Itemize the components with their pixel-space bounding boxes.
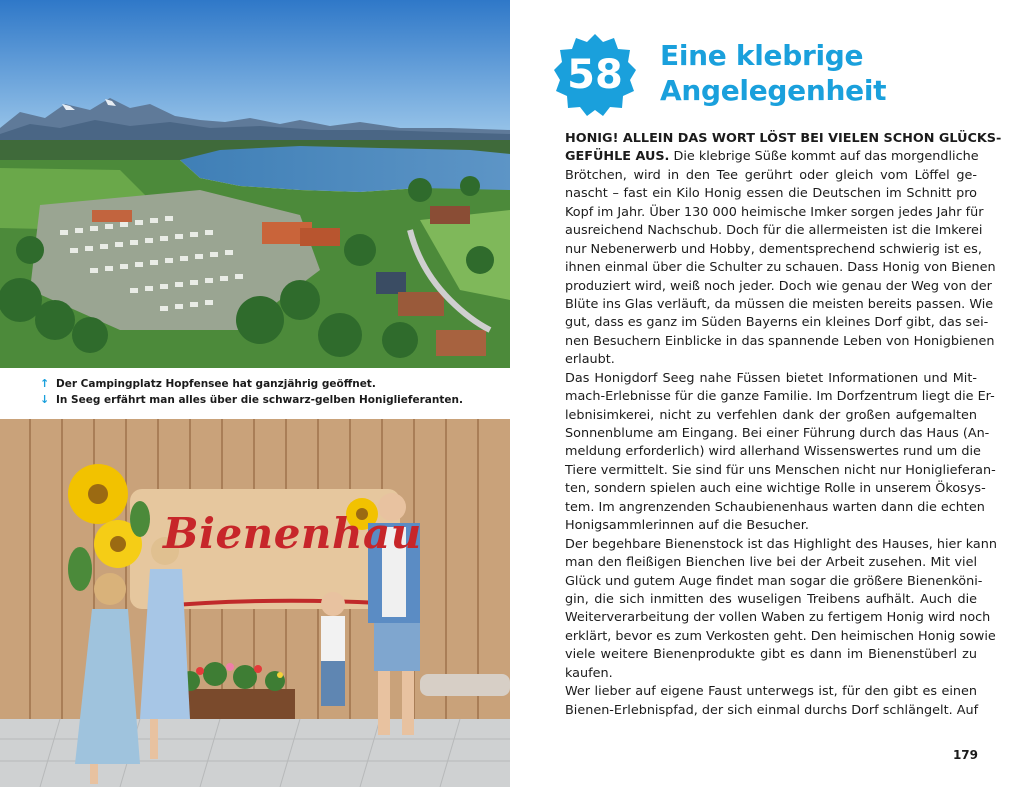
body-line: viele weitere Bienenprodukte gibt es dann im Bienenstüberl zu (565, 647, 977, 663)
sign-text: Bienenhau (163, 509, 422, 558)
body-line: Wer lieber auf eigene Faust unterwegs ist, für den gibt es einen (565, 684, 977, 700)
body-line: erklärt, bevor es zum Verkosten geht. Den heimischen Honig sowie (565, 628, 996, 644)
caption-text: Der Campingplatz Hopfensee hat ganzjährig geöffnet. (56, 378, 376, 390)
lead-line-2 (565, 148, 977, 166)
body-line: Weiterverarbeitung der vollen Waben zu fertigem Honig wird noch (565, 610, 991, 626)
chapter-title-line-2: Angelegenheit (660, 74, 887, 107)
chapter-title (660, 38, 990, 108)
body-line: Honigsammlerinnen auf die Besucher. (565, 518, 809, 534)
page-number: 179 (952, 748, 978, 762)
body-line: ten, sondern spielen auch eine wichtige Rolle in unserem Ökosys- (565, 481, 986, 497)
body-line: nascht – fast ein Kilo Honig essen die Deutschen im Schnitt pro (565, 186, 977, 202)
body-line: Tiere vermittelt. Sie sind für uns Menschen nicht nur Honiglieferan- (565, 462, 996, 478)
body-line: mach-Erlebnisse für die ganze Familie. Im Dorfzentrum liegt die Er- (565, 389, 995, 405)
body-line: Kopf im Jahr. Über 130 000 heimische Imker sorgen jedes Jahr für (565, 204, 984, 220)
body-line: Glück und gutem Auge findet man sogar die größere Bienenköni- (565, 573, 983, 589)
campsite-lake-photo (0, 0, 510, 368)
body-line: nen Besuchern Einblicke in das spannende Leben von Honigbienen (565, 333, 995, 349)
arrow-up-icon: ↑ (40, 377, 50, 390)
chapter-number: 58 (567, 52, 623, 98)
body-line: meldung erforderlich) wird allerhand Wissenswertes rund um die (565, 444, 981, 460)
body-line: Bienen-Erlebnispfad, der sich einmal durchs Dorf schlängelt. Auf (565, 702, 979, 718)
body-line: lebnisimkerei, nicht zu verfehlen dank der großen aufgemalten (565, 407, 977, 423)
lead-bold: GEFÜHLE AUS. (565, 149, 670, 165)
chapter-number-badge (554, 34, 636, 116)
body-line: erlaubt. (565, 352, 615, 368)
article-body (565, 130, 1002, 720)
body-line: Das Honigdorf Seeg nahe Füssen bietet Informationen und Mit- (565, 370, 977, 386)
body-line: Brötchen, wird in den Tee gerührt oder gleich vom Löffel ge- (565, 167, 977, 183)
right-page (510, 0, 1020, 787)
body-line: nur Nebenerwerb und Hobby, dementsprechend schwierig ist es, (565, 241, 982, 257)
body-line: gin, die sich inmitten des wuseligen Treibens aufhält. Auch die (565, 591, 977, 607)
arrow-down-icon: ↓ (40, 393, 50, 406)
body-line: Der begehbare Bienenstock ist das Highlight des Hauses, hier kann (565, 536, 997, 552)
body-line: ihnen einmal über die Schulter zu schauen. Dass Honig von Bienen (565, 260, 996, 276)
body-line: Blüte ins Glas verläuft, da müssen die meisten bereits passen. Wie (565, 296, 994, 312)
body-line: Sonnenblume am Eingang. Bei einer Führung durch das Haus (An- (565, 426, 990, 441)
body-line: man den fleißigen Bienchen live bei der Arbeit zusehen. Mit viel (565, 555, 977, 571)
lead-line: HONIG! ALLEIN DAS WORT LÖST BEI VIELEN SCHON GLÜCKS- (565, 131, 1002, 146)
photo-captions (40, 376, 500, 408)
chapter-title-line-1: Eine klebrige (660, 39, 864, 72)
caption-text: In Seeg erfährt man alles über die schwarz-gelben Honiglieferanten. (56, 394, 463, 406)
body-line: tem. Im angrenzenden Schaubienenhaus warten dann die echten (565, 499, 985, 515)
bienenhaus-family-photo (0, 419, 510, 787)
caption-bottom (40, 392, 500, 408)
body-line: kaufen. (565, 665, 613, 681)
caption-top (40, 376, 500, 392)
body-line: produziert wird, weiß noch jeder. Doch wie genau der Weg von der (565, 278, 992, 294)
body-line: ausreichend Nachschub. Doch für die allermeisten ist die Imkerei (565, 223, 983, 239)
body-line: gut, dass es ganz im Süden Bayerns ein kleines Dorf gibt, das sei- (565, 315, 989, 331)
lead-rest: Die klebrige Süße kommt auf das morgendliche (669, 149, 979, 165)
